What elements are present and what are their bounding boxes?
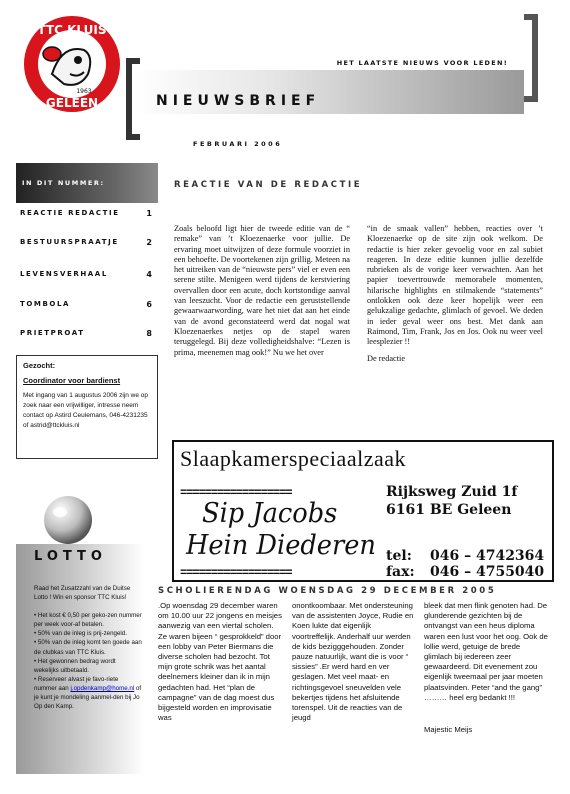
ad-name-1: Sip Jacobs <box>202 498 338 529</box>
scholierendag-text-3: bleek dat men flink genoten had. De glunderende gezichten bij de ontvangst van een heus diploma waren een lust voor het oog. Ook de lollie werd, getuige de brede glimlach bij iedereen zeer gewaardeerd. Dit evenement zou eigenlijk tweemaal per jaar moeten plaatsvinden. Peter “and the gang” ……… heel erg bedankt !!! <box>424 601 548 702</box>
header-left-bracket <box>126 58 140 140</box>
logo-top-text: TTC KLUIS <box>37 23 107 37</box>
logo-bottom-text: GELEEN <box>45 96 99 110</box>
toc-label: PRIETPROAT <box>20 329 85 337</box>
reactie-text-1: Zoals beloofd ligt hier de tweede editie van de “ remake” van ’t Kloezenaerke voor jullie. De ervaring moet uitwijzen of deze formule voorziet in een behoefte. De voortekenen zijn grillig. Meteen na het uitreiken van de “nieuwste pers” viel er even een serene stilte. Menigeen werd tijdens de kerstviering overvallen door een acute, doch kortstondige aanval van leeszucht. Voor de redactie een geruststellende gewaarwaarwording, ware het niet dat aan het einde van de avond geconstateerd werd dat nogal wat Kloezenaerkes netjes op de stapel waren teruggelegd. Bij deze volledigheidshalve: “Lezen is prima, meenemen mag ook!” Nu we het over <box>174 224 350 357</box>
wanted-subtitle: Coordinator voor bardienst <box>23 376 121 385</box>
toc-item[interactable] <box>20 300 152 309</box>
reactie-title: REACTIE VAN DE REDACTIE <box>174 180 363 190</box>
reactie-column-2 <box>367 224 543 364</box>
wanted-title: Gezocht: <box>23 361 56 370</box>
lotto-email-link[interactable]: j.opdenkamp@home.nl <box>70 684 135 692</box>
lotto-bullet: • Het gewonnen bedrag wordt wekelijks uitbetaald. <box>34 657 116 674</box>
scholierendag-column-2 <box>292 601 416 723</box>
toc-label: LEVENSVERHAAL <box>20 270 108 278</box>
tagline: HET LAATSTE NIEUWS VOOR LEDEN! <box>336 59 508 67</box>
ad-divider-top: ================== <box>180 486 292 500</box>
ad-tel-label: tel: <box>386 548 412 564</box>
reactie-text-2: “in de smaak vallen” hebben, reacties over ’t Kloezenaerke op de site zijn ook welkom. De redactie is hier zeker gevoelig voor en zal subiet reageren. In deze editie kunnen jullie dezelfde rubrieken als de vorige keer verwachten. Aan het papier toevertrouwde memorabele momenten, hilarische highlights en stilmakende “statements” ontlokken ook deze keer hopelijk weer een gelukzalige gedachte, glimlach of gevoel. We deden in ieder geval weer ons best. Met dank aan Raimond, Tim, Frank, Jos en Jos. Ook nu weer veel leesplezier !! <box>367 224 543 347</box>
toc-page: 4 <box>146 270 152 279</box>
newsletter-title: NIEUWSBRIEF <box>156 93 321 109</box>
ad-fax-label: fax: <box>386 564 415 580</box>
scholierendag-text-1: .Op woensdag 29 december waren om 10.00 uur 22 jongens en meisjes aanwezig van een viertal scholen. Ze waren bijeen “ gesprokkeld” door een lobby van Peter Biermans die diverse scholen had bezocht. Tot mijn grote schrik was het aantal deelnemers kleiner dan ik in mijn gedachten had. Het “plan de campagne” van de dag moest dus bijgesteld worden en improvisatie was <box>158 601 282 723</box>
lotto-bullet: • 50% van de inleg komt ten goede aan de clubkas van TTC Kluis. <box>34 639 142 656</box>
lotto-text <box>34 584 142 711</box>
lotto-bullet-reserve: • Reserveer alvast je favo-riete nummer aan j.opdenkamp@home.nl of je kunt je mondeling aanmel-den bij Jo Op den Kamp. <box>34 675 142 711</box>
lotto-bullet: • Het kost € 0,50 per geko-zen nummer per week voor-af betalen. <box>34 612 142 629</box>
ad-divider-bottom: ================== <box>180 566 292 580</box>
header-right-bracket <box>524 14 538 102</box>
toc-item[interactable] <box>20 270 152 279</box>
lotto-intro: Raad het Zusatzzahl van de Duitse Lotto ! Win en sponsor TTC Kluis! <box>34 585 131 602</box>
lotto-ball-icon <box>40 492 96 548</box>
advertisement <box>172 440 554 582</box>
reactie-signature: De redactie <box>367 353 406 363</box>
lotto-list <box>34 611 142 711</box>
toc-item[interactable] <box>20 329 152 338</box>
scholierendag-column-1 <box>158 601 282 723</box>
ad-title: Slaapkamerspeciaalzaak <box>180 446 406 471</box>
scholierendag-signature: Majestic Meijs <box>424 725 473 735</box>
toc-page: 2 <box>146 238 152 247</box>
toc-page: 1 <box>146 209 152 218</box>
contents-heading: IN DIT NUMMER: <box>16 163 158 203</box>
issue-date: FEBRUARI 2006 <box>193 140 283 148</box>
toc-item[interactable] <box>20 209 152 218</box>
toc-label: REACTIE REDACTIE <box>20 209 120 217</box>
ad-address-2: 6161 BE Geleen <box>386 502 512 518</box>
toc-item[interactable] <box>20 238 152 247</box>
toc-label: TOMBOLA <box>20 300 71 308</box>
scholierendag-title: SCHOLIERENDAG WOENSDAG 29 DECEMBER 2005 <box>158 586 497 596</box>
club-logo <box>22 14 122 114</box>
scholierendag-text-2: onontkoombaar. Met ondersteuning van de assistenten Joyce, Rudie en Koen lukte dat eigenlijk voortreffelijk. Anderhalf uur werden de kids bezigggehouden. Zonder pauze natuurlijk, want die is voor “ sissies” .Er werd hard en ver geslagen. Met veel maat- en richtingsgevoel sneuvelden vele bekertjes tijdens het afsluitende torenspel. Uit de reacties van de jeugd <box>292 601 414 723</box>
reactie-column-1 <box>174 224 350 358</box>
lotto-title: LOTTO <box>34 549 107 564</box>
ad-name-2: Hein Diederen <box>186 530 376 561</box>
ad-tel: 046 – 4742364 <box>430 548 545 564</box>
toc-page: 6 <box>146 300 152 309</box>
ad-fax: 046 – 4755040 <box>430 564 545 580</box>
lotto-bullet: • 50% van de inleg is prij-zengeld. <box>34 630 127 638</box>
ad-address-1: Rijksweg Zuid 1f <box>386 484 518 500</box>
toc-label: BESTUURSPRAATJE <box>20 238 119 246</box>
toc-page: 8 <box>146 329 152 338</box>
logo-year: 1963 <box>76 88 92 95</box>
wanted-body: Met ingang van 1 augustus 2006 zijn we op zoek naar een vrijwilliger, intresse neem contact op Astird Ceulemans, 046-4231235 of astrid@ttckluis.nl <box>23 392 149 429</box>
scholierendag-column-3 <box>424 601 548 735</box>
wanted-box <box>16 355 158 459</box>
